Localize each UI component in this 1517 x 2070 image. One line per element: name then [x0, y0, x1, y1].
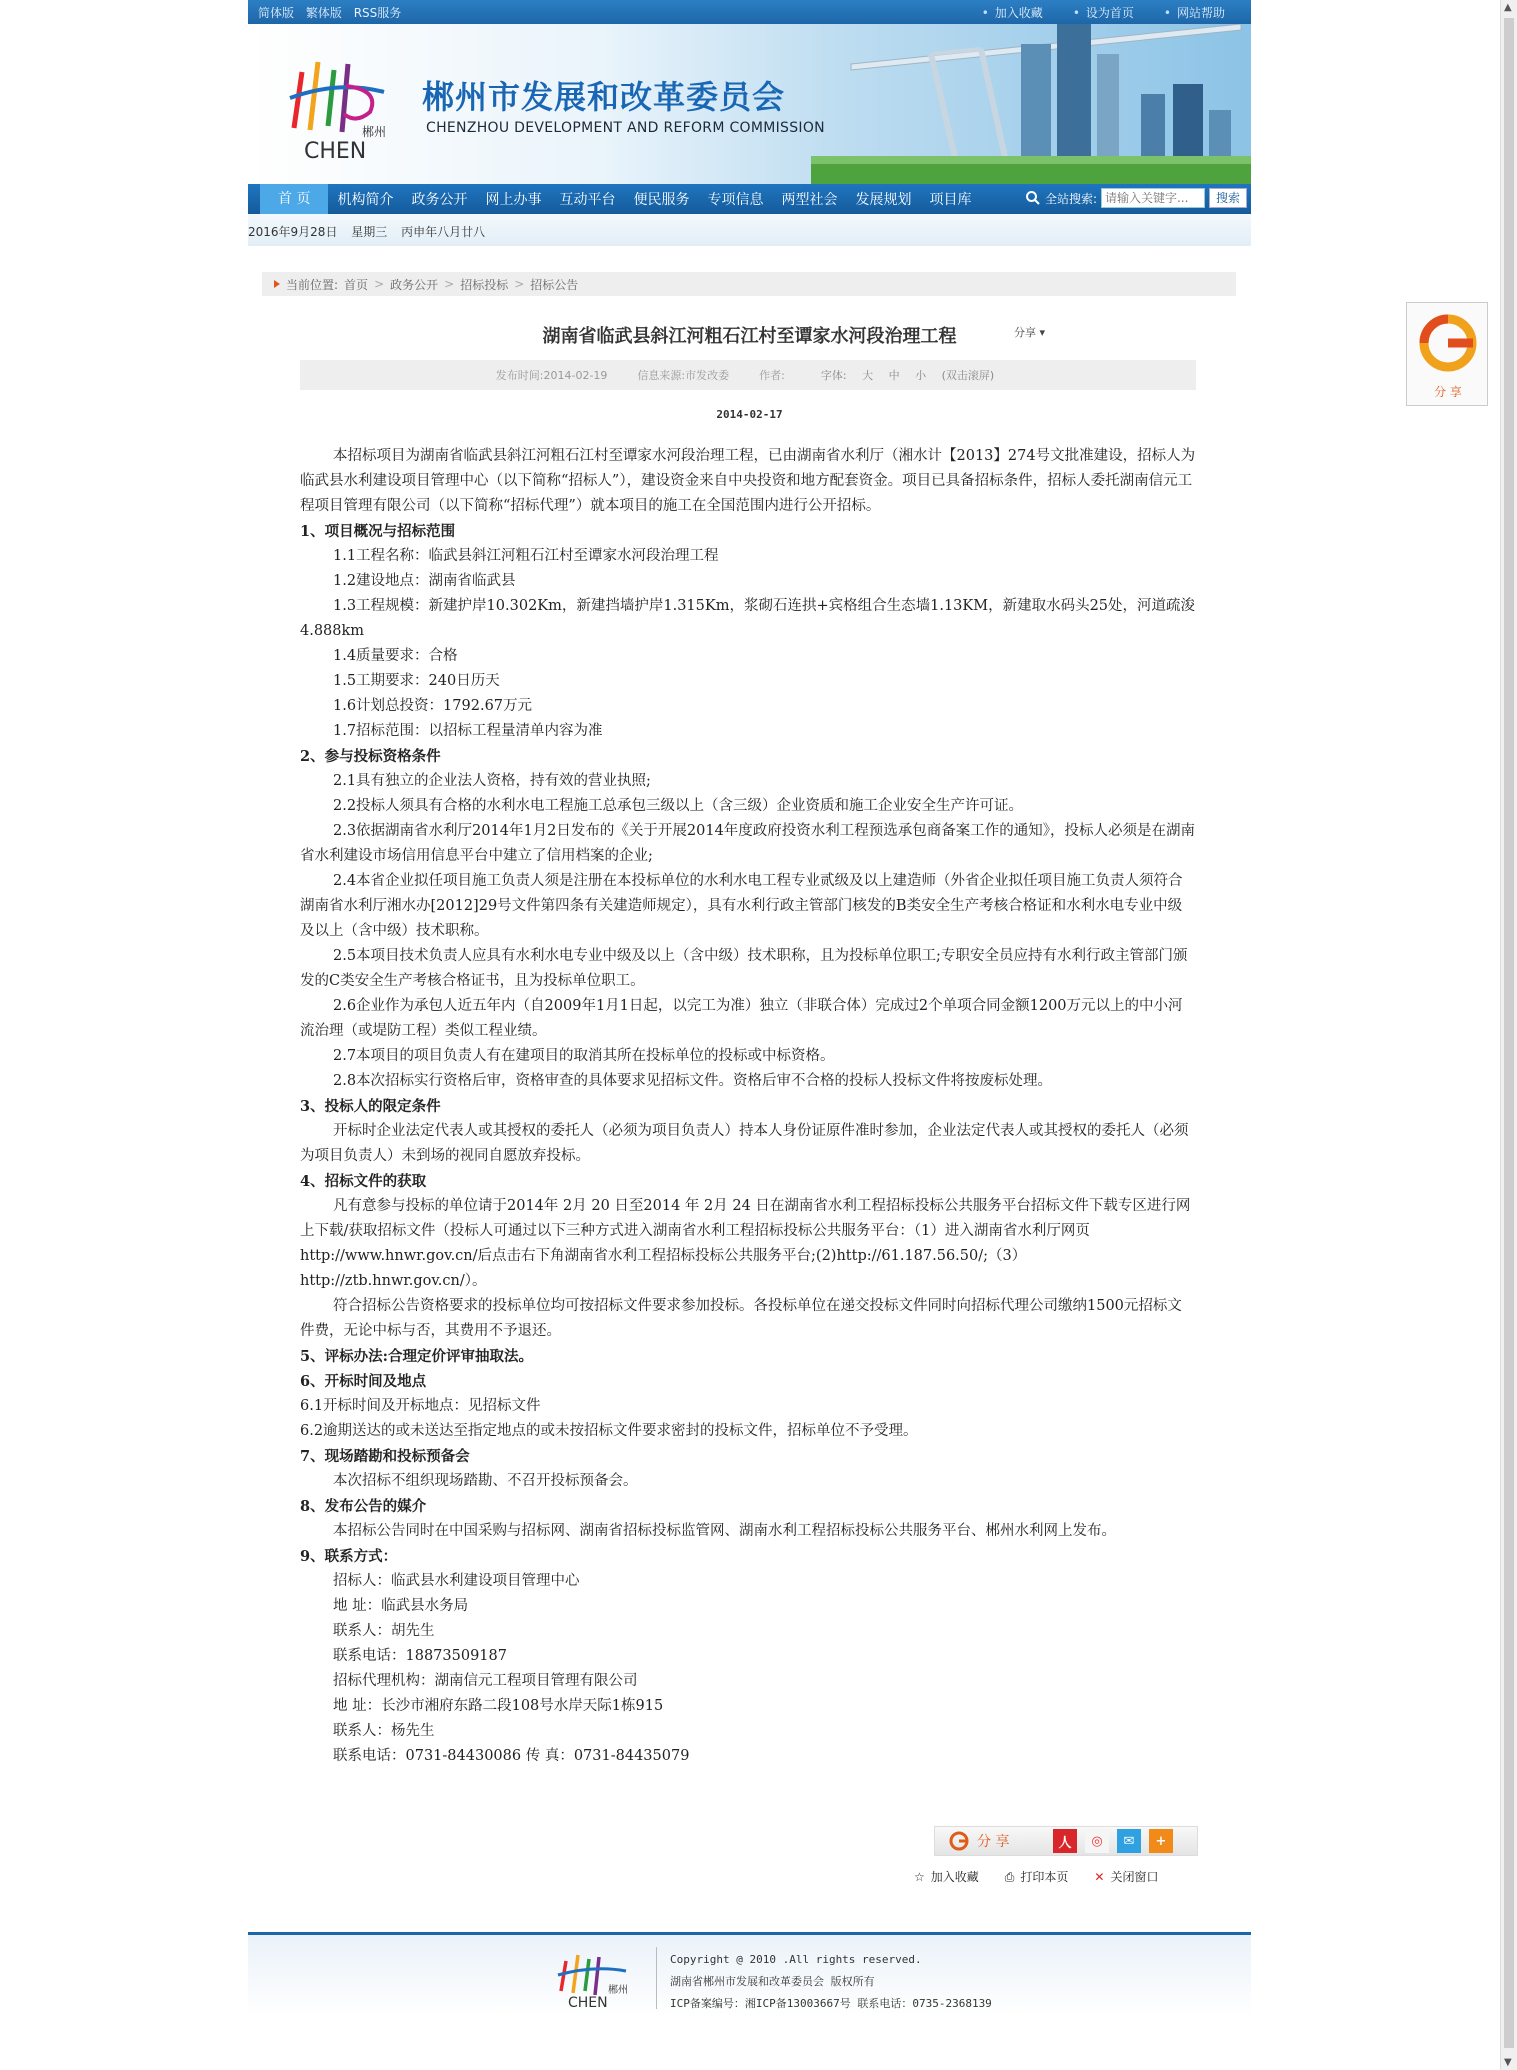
paragraph: 联系电话：0731-84430086 传 真：0731-84435079 [333, 1748, 690, 1764]
paragraph: 凡有意参与投标的单位请于2014年 2月 20 日至2014 年 2月 24 日在湖南省水利工程招标投标公共服务平台招标文件下载专区进行网上下载/获取招标文件（投标人可通过以下三种方式进入湖南省水利工程招标投标公共服务平台：（1）进入湖南省水利厅网页http://www.hnwr.gov.cn/后点击右下角湖南省水利工程招标投标公共服务平台;(2)http://61.187.56.50/;（3）http://ztb.hnwr.gov.cn/）。 [300, 1198, 1191, 1289]
footer-logo [554, 1949, 634, 2011]
floating-share-button[interactable] [1406, 302, 1488, 406]
font-size-small[interactable]: 小 [915, 369, 927, 382]
paragraph: 2.4本省企业拟任项目施工负责人须是注册在本投标单位的水利水电工程专业贰级及以上建造师（外省企业拟任项目施工负责人须符合湖南省水利厅湘水办[2012]29号文件第四条有关建造师规定），具有水利行政主管部门核发的B类安全生产考核合格证和水利水电专业中级及以上（含中级）技术职称。 [300, 873, 1183, 939]
date-bar [248, 214, 1251, 246]
paragraph: 2.3依据湖南省水利厅2014年1月2日发布的《关于开展2014年度政府投资水利工程预选承包商备案工作的通知》，投标人必须是在湖南省水利建设市场信用信息平台中建立了信用档案的企业; [300, 823, 1196, 864]
paragraph: 本次招标不组织现场踏勘、不召开投标预备会。 [333, 1473, 638, 1489]
font-size-label: 字体: [820, 369, 847, 382]
current-date: 2016年9月28日 [248, 225, 338, 239]
footer-logo-text: CHEN [568, 1995, 608, 2011]
footer-icp: ICP备案编号：湘ICP备13003667号 联系电话：0735-2368139 [670, 1997, 992, 2010]
meta-source: 信息来源:市发改委 [637, 369, 730, 382]
main-nav [248, 184, 1251, 214]
tool-print-label: 打印本页 [1020, 1870, 1069, 1884]
section-heading: 2、参与投标资格条件 [300, 748, 441, 765]
breadcrumb-separator: > [374, 277, 385, 291]
nav-item-about[interactable]: 机构简介 [337, 192, 394, 208]
tool-close-label: 关闭窗口 [1110, 1870, 1159, 1884]
font-size-large[interactable]: 大 [862, 369, 874, 382]
paragraph: 本招标公告同时在中国采购与招标网、湖南省招标投标监管网、湖南水利工程招标投标公共服务平台、郴州水利网上发布。 [333, 1523, 1116, 1539]
traditional-link[interactable]: 繁体版 [305, 5, 342, 20]
font-size-medium[interactable]: 中 [888, 369, 900, 382]
section-heading: 6、开标时间及地点 [300, 1373, 427, 1390]
share-bar-label: 分 享 [977, 1834, 1010, 1850]
section-heading: 9、联系方式： [300, 1548, 398, 1565]
article-body [300, 444, 1196, 1769]
paragraph: 1.6计划总投资：1792.67万元 [333, 698, 533, 714]
footer [248, 1932, 1251, 2016]
close-icon: ✕ [1094, 1870, 1105, 1884]
more-share-icon[interactable]: + [1149, 1829, 1173, 1853]
section-heading: 8、发布公告的媒介 [300, 1498, 427, 1515]
nav-item-development-plan[interactable]: 发展规划 [855, 192, 912, 208]
section-heading: 4、招标文件的获取 [300, 1173, 427, 1190]
simplified-link[interactable]: 简体版 [258, 5, 295, 20]
nav-item-interaction[interactable]: 互动平台 [559, 192, 616, 208]
page-scrollbar[interactable] [1500, 0, 1517, 2070]
breadcrumb-item-gov-affairs[interactable]: 政务公开 [390, 277, 439, 292]
paragraph: 联系人：胡先生 [333, 1623, 435, 1639]
scroll-up-icon[interactable]: ▲ [1504, 2, 1512, 13]
paragraph: 地 址：长沙市湘府东路二段108号水岸天际1栋915 [333, 1698, 664, 1714]
paragraph: 2.8本次招标实行资格后审，资格审查的具体要求见招标文件。资格后审不合格的投标人投标文件将按废标处理。 [333, 1073, 1053, 1089]
paragraph: 1.7招标范围：以招标工程量清单内容为准 [333, 723, 603, 739]
paragraph: 2.6企业作为承包人近五年内（自2009年1月1日起，以完工为准）独立（非联合体）完成过2个单项合同金额1200万元以上的中小河流治理（或堤防工程）类似工程业绩。 [300, 998, 1183, 1039]
paragraph: 地 址：临武县水务局 [333, 1598, 469, 1614]
share-bar-label-wrap[interactable] [935, 1831, 1045, 1851]
nav-item-home[interactable]: 首 页 [260, 184, 328, 214]
site-subtitle: CHENZHOU DEVELOPMENT AND REFORM COMMISSION [426, 120, 825, 136]
paragraph: 开标时企业法定代表人或其授权的委托人（必须为项目负责人）持本人身份证原件准时参加，企业法定代表人或其授权的委托人（必须为项目负责人）未到场的视同自愿放弃投标。 [300, 1123, 1189, 1164]
breadcrumb-item-bidding[interactable]: 招标投标 [460, 277, 509, 292]
floating-share-label: 分 享 [1434, 385, 1462, 399]
paragraph: 本招标项目为湖南省临武县斜江河粗石江村至谭家水河段治理工程，已由湖南省水利厅（湘水计【2013】274号文批准建设，招标人为临武县水利建设项目管理中心（以下简称“招标人”），建设资金来自中央投资和地方配套资金。项目已具备招标条件，招标人委托湖南信元工程项目管理有限公司（以下简称“招标代理”）就本项目的施工在全国范围内进行公开招标。 [300, 448, 1196, 514]
section-heading: 5、评标办法:合理定价评审抽取法。 [300, 1348, 533, 1365]
set-homepage-link[interactable]: • 设为首页 [1073, 4, 1134, 21]
breadcrumb-item-home[interactable]: 首页 [344, 277, 369, 292]
paragraph: 2.5本项目技术负责人应具有水利水电专业中级及以上（含中级）技术职称，且为投标单位职工;专职安全员应持有水利行政主管部门颁发的C类安全生产考核合格证书，且为投标单位职工。 [300, 948, 1188, 989]
footer-divider [656, 1947, 657, 2009]
search-input[interactable] [1101, 188, 1205, 208]
add-favorite-link[interactable]: • 加入收藏 [982, 4, 1043, 21]
meta-publish-time: 发布时间:2014-02-19 [495, 369, 608, 382]
logo-text: CHEN [304, 139, 367, 164]
paragraph: 2.1具有独立的企业法人资格，持有效的营业执照; [333, 773, 651, 789]
paragraph: 招标人：临武县水利建设项目管理中心 [333, 1573, 580, 1589]
paragraph: 1.1工程名称：临武县斜江河粗石江村至谭家水河段治理工程 [333, 548, 719, 564]
article-date: 2014-02-17 [716, 408, 783, 421]
top-bar-left [258, 4, 409, 21]
section-heading: 1、项目概况与招标范围 [300, 523, 456, 540]
breadcrumb-separator: > [514, 277, 525, 291]
share-mini-button[interactable] [1014, 324, 1045, 340]
logo-small-text: 郴州 [362, 125, 387, 139]
lunar-date: 丙申年八月廿八 [401, 225, 486, 239]
top-bar [248, 0, 1251, 24]
footer-owner: 湖南省郴州市发展和改革委员会 版权所有 [670, 1975, 875, 1988]
chevron-down-icon: ▾ [1039, 326, 1046, 339]
article-meta [300, 360, 1196, 390]
tencent-share-icon[interactable]: ✉ [1117, 1829, 1141, 1853]
share-bar [934, 1826, 1198, 1856]
paragraph: 1.3工程规模：新建护岸10.302Km，新建挡墙护岸1.315Km，浆砌石连拱+宾格组合生态墙1.13KM，新建取水码头25处，河道疏浚4.888km [300, 598, 1196, 639]
share-mini-label: 分享 [1014, 326, 1036, 339]
paragraph: 2.7本项目的项目负责人有在建项目的取消其所在投标单位的投标或中标资格。 [333, 1048, 835, 1064]
footer-logo-small-text: 郴州 [608, 1985, 628, 1996]
breadcrumb-label: 当前位置: [286, 277, 339, 292]
share-logo-icon [949, 1831, 969, 1851]
floating-share-logo-icon [1407, 303, 1489, 383]
article-title: 湖南省临武县斜江河粗石江村至谭家水河段治理工程 [542, 326, 957, 347]
paragraph: 6.2逾期送达的或未送达至指定地点的或未按招标文件要求密封的投标文件，招标单位不予受理。 [300, 1423, 918, 1439]
page-tools [914, 1868, 1158, 1885]
paragraph: 符合招标公告资格要求的投标单位均可按招标文件要求参加投标。各投标单位在递交投标文件同时向招标代理公司缴纳1500元招标文件费，无论中标与否，其费用不予退还。 [300, 1298, 1182, 1339]
current-weekday: 星期三 [351, 225, 388, 239]
breadcrumb-item-bid-notice[interactable]: 招标公告 [530, 277, 579, 292]
paragraph: 2.2投标人须具有合格的水利水电工程施工总承包三级以上（含三级）企业资质和施工企业安全生产许可证。 [333, 798, 1024, 814]
nav-item-two-type-society[interactable]: 两型社会 [781, 192, 838, 208]
paragraph: 招标代理机构：湖南信元工程项目管理有限公司 [333, 1673, 638, 1689]
print-icon: ⎙ [1004, 1870, 1015, 1884]
paragraph: 1.2建设地点：湖南省临武县 [333, 573, 516, 589]
site-logo[interactable] [284, 50, 394, 170]
paragraph: 1.4质量要求：合格 [333, 648, 458, 664]
weibo-share-icon[interactable]: ◎ [1085, 1829, 1109, 1853]
skyline-illustration [811, 24, 1251, 184]
paragraph: 6.1开标时间及开标地点：见招标文件 [300, 1398, 541, 1414]
top-bar-right [982, 4, 1225, 21]
rss-link[interactable]: RSS服务 [353, 5, 402, 20]
footer-copyright: Copyright @ 2010 .All rights reserved. [670, 1953, 922, 1966]
site-title: 郴州市发展和改革委员会 [422, 78, 786, 116]
paragraph: 联系人：杨先生 [333, 1723, 435, 1739]
tool-add-favorite-label: 加入收藏 [930, 1870, 979, 1884]
nav-item-online-services[interactable]: 网上办事 [485, 192, 542, 208]
breadcrumb-arrow-icon [272, 279, 282, 289]
font-size-switcher [815, 367, 1000, 383]
breadcrumb-separator: > [444, 277, 455, 291]
section-heading: 7、现场踏勘和投标预备会 [300, 1448, 470, 1465]
site-search [1025, 188, 1247, 208]
paragraph: 1.5工期要求：240日历天 [333, 673, 500, 689]
search-label: 全站搜索: [1044, 191, 1097, 206]
search-button[interactable]: 搜索 [1209, 188, 1247, 208]
favorite-icon: ☆ [914, 1870, 925, 1884]
nav-item-project-library[interactable]: 项目库 [929, 192, 972, 208]
breadcrumb [262, 272, 1236, 296]
nav-item-public-services[interactable]: 便民服务 [633, 192, 690, 208]
banner [248, 24, 1251, 184]
section-heading: 3、投标人的限定条件 [300, 1098, 441, 1115]
scroll-down-icon[interactable]: ▼ [1504, 2057, 1512, 2068]
search-icon [1025, 190, 1041, 206]
tool-close-window[interactable] [1094, 1868, 1158, 1885]
nav-item-gov-affairs[interactable]: 政务公开 [411, 192, 468, 208]
people-daily-share-icon[interactable]: 人 [1053, 1829, 1077, 1853]
meta-author: 作者: [759, 369, 785, 382]
tool-add-favorite[interactable] [914, 1868, 979, 1885]
page [248, 0, 1251, 2011]
footer-info [670, 1949, 992, 2015]
tool-print[interactable] [1005, 1868, 1069, 1885]
paragraph: 联系电话：18873509187 [333, 1648, 507, 1664]
scrollbar-thumb[interactable] [1504, 18, 1514, 2048]
nav-item-special-info[interactable]: 专项信息 [707, 192, 764, 208]
site-help-link[interactable]: • 网站帮助 [1164, 4, 1225, 21]
scroll-hint: (双击滚屏) [941, 369, 995, 382]
